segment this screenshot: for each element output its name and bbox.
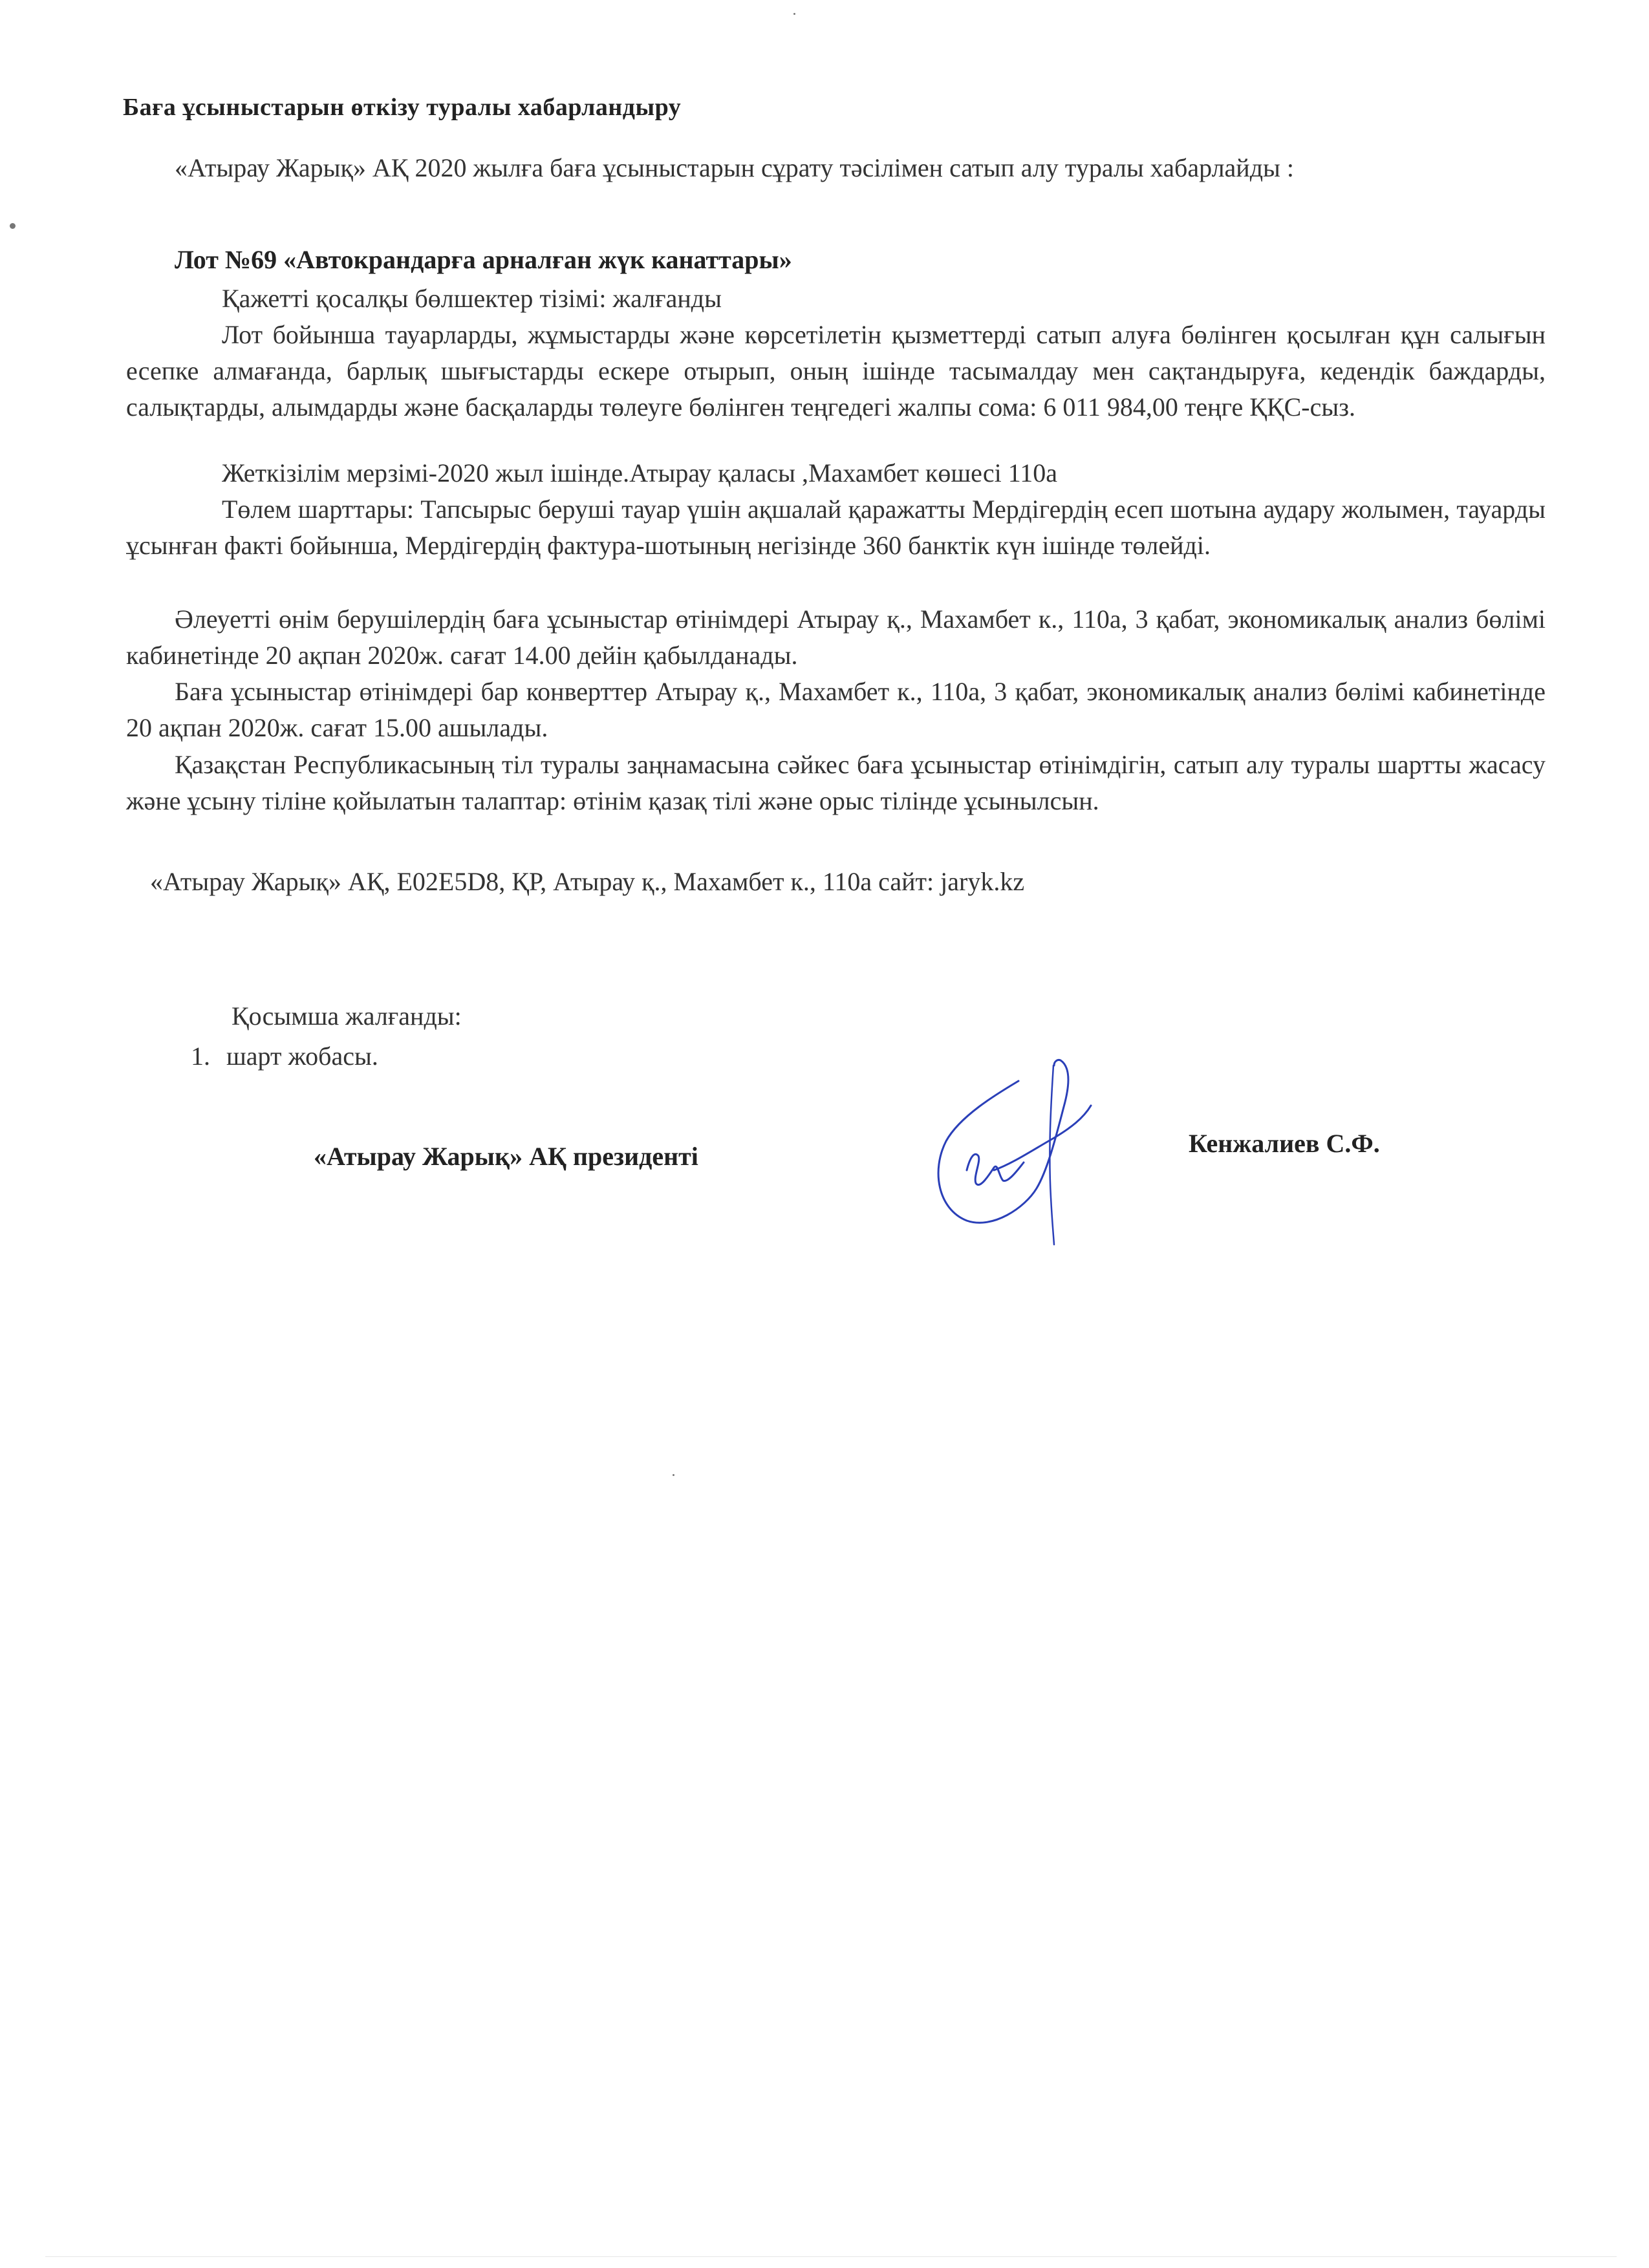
scan-speck (793, 13, 795, 15)
intro-paragraph: «Атырау Жарық» АҚ 2020 жылға баға ұсыныстарын сұрату тәсілімен сатып алу туралы хабарлайды : (175, 153, 1295, 182)
attachment-list-item (191, 1041, 378, 1071)
lot-title: Лот №69 «Автокрандарға арналған жүк канаттары» (175, 245, 792, 274)
company-details-line: «Атырау Жарық» АҚ, Е02Е5D8, ҚР, Атырау қ., Махамбет к., 110а сайт: jaryk.kz (150, 867, 1025, 896)
signatory-name: Кенжалиев С.Ф. (1189, 1129, 1380, 1158)
attachment-label: Қосымша жалғанды: (232, 1001, 462, 1031)
signatory-role: «Атырау Жарық» АҚ президенті (314, 1142, 698, 1171)
opening-paragraph: Баға ұсыныстар өтінімдері бар конверттер Атырау қ., Махамбет к., 110а, 3 қабат, экономикалық анализ бөлімі кабинетінде 20 ақпан 2020ж. сағат 15.00 ашылады. (126, 677, 1546, 742)
language-requirements-paragraph: Қазақстан Республикасының тіл туралы заңнамасына сәйкес баға ұсыныстар өтінімдігін, сатып алу туралы шартты жасасу және ұсыну тіліне қойылатын талаптар: өтінім қазақ тілі және орыс тілінде ұсынылсын. (126, 750, 1546, 815)
attachment-item-text: шарт жобасы. (226, 1042, 378, 1071)
scan-edge-line (45, 2256, 1617, 2257)
parts-list-line: Қажетті қосалқы бөлшектер тізімі: жалғанды (222, 284, 722, 313)
document-title: Баға ұсыныстарын өткізу туралы хабарландыру (123, 94, 682, 121)
delivery-line: Жеткізілім мерзімі-2020 жыл ішінде.Атырау қаласы ,Махамбет көшесі 110а (222, 458, 1058, 487)
attachment-item-number: 1. (191, 1042, 210, 1071)
scan-speck (673, 1474, 674, 1476)
submission-paragraph: Әлеуетті өнім берушілердің баға ұсыныстар өтінімдері Атырау қ., Махамбет к., 110а, 3 қабат, экономикалық анализ бөлімі кабинетінде 20 ақпан 2020ж. сағат 14.00 дейін қабылданады. (126, 604, 1546, 670)
payment-terms-paragraph: Төлем шарттары: Тапсырыс беруші тауар үшін ақшалай қаражатты Мердігердің есеп шотына аудару жолымен, тауарды ұсынған факті бойынша, Мердігердің фактура-шотының негізінде 360 банктік күн ішінде төлейді. (126, 495, 1546, 560)
amount-paragraph: Лот бойынша тауарларды, жұмыстарды және көрсетілетін қызметтерді сатып алуға бөлінген қосылған құн салығын есепке алмағанда, барлық шығыстарды ескере отырып, оның ішінде тасымалдау мен сақтандыруға, кедендік баждарды, салықтарды, алымдарды және басқаларды төлеуге бөлінген теңгедегі жалпы сома: 6 011 984,00 теңге ҚҚС-сыз. (126, 320, 1546, 422)
handwritten-signature (921, 1054, 1109, 1248)
scan-speck (10, 223, 16, 229)
